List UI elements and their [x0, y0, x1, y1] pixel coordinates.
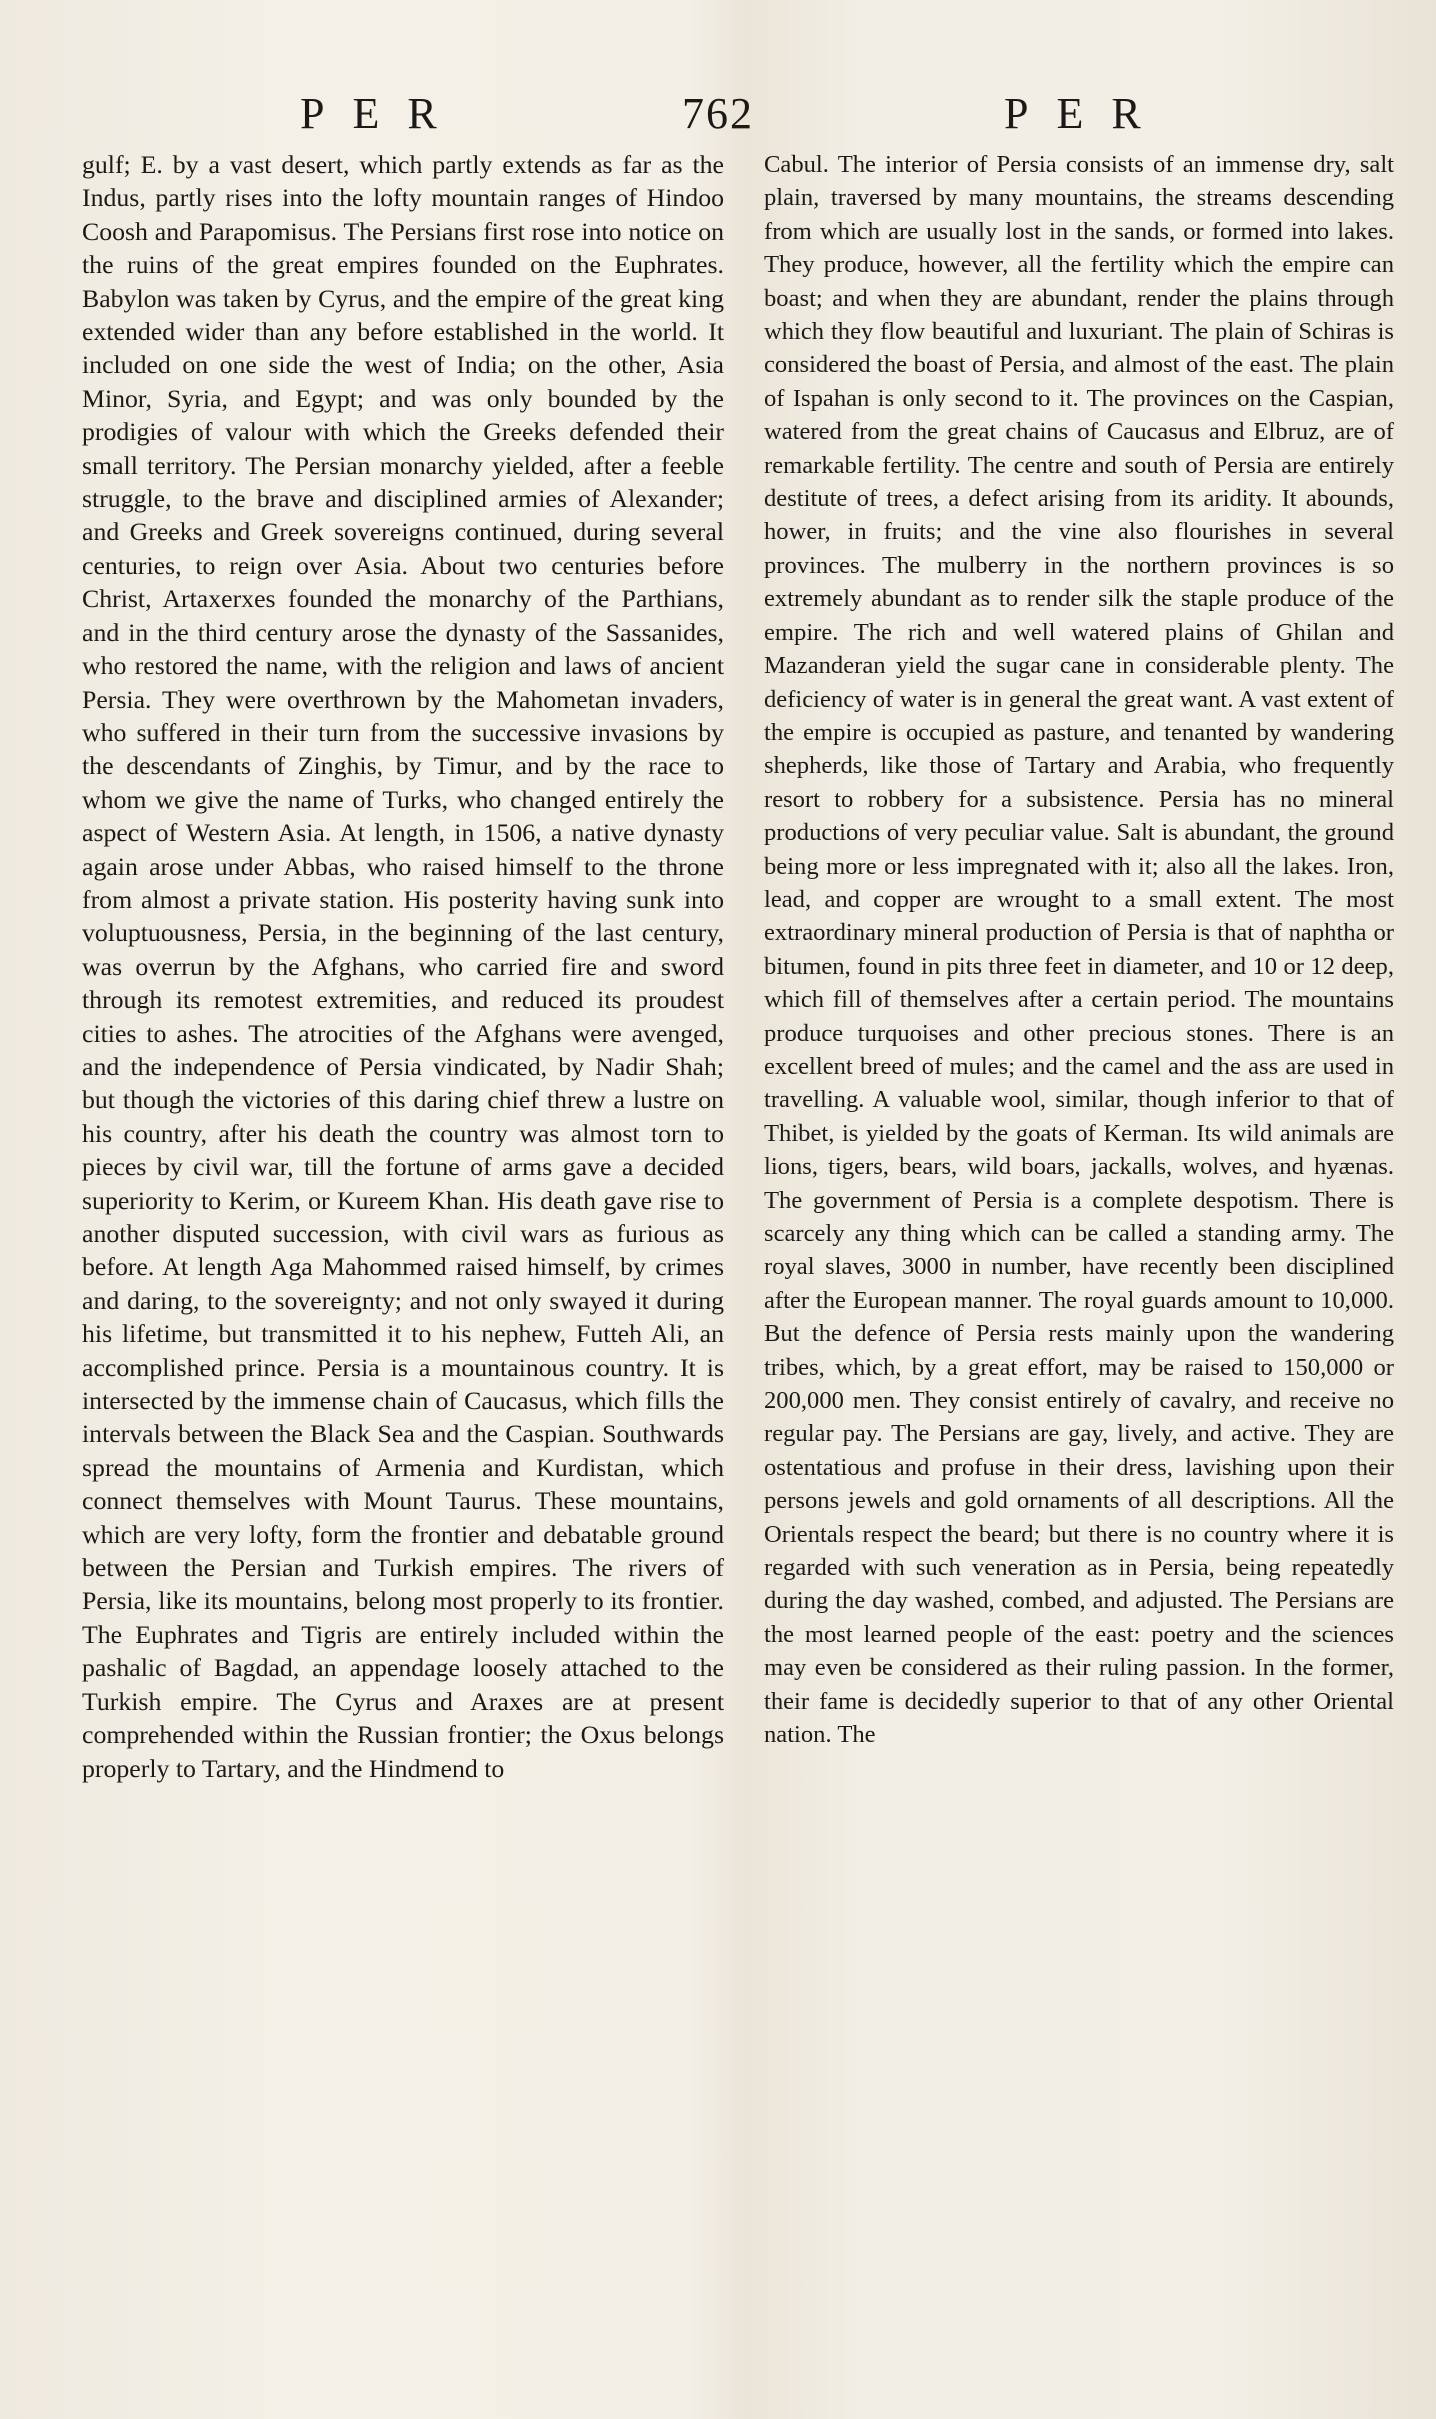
- left-column-text: gulf; E. by a vast desert, which partly extends as far as the Indus, partly rises into the lofty mountain ranges of Hindoo Coosh and Parapomisus. The Persians first rose into notice on the ruins of the great empires founded on the Euphrates. Babylon was taken by Cyrus, and the empire of the great king extended wider than any before established in the world. It included on one side the west of India; on the other, Asia Minor, Syria, and Egypt; and was only bounded by the prodigies of valour with which the Greeks defended their small territory. The Persian monarchy yielded, after a feeble struggle, to the brave and disciplined armies of Alexander; and Greeks and Greek sovereigns continued, during several centuries, to reign over Asia. About two centuries before Christ, Artaxerxes founded the monarchy of the Parthians, and in the third century arose the dynasty of the Sassanides, who restored the name, with the religion and laws of ancient Persia. They were overthrown by the Mahometan invaders, who suffered in their turn from the successive invasions by the descendants of Zinghis, by Timur, and by the race to whom we give the name of Turks, who changed entirely the aspect of Western Asia. At length, in 1506, a native dynasty again arose under Abbas, who raised himself to the throne from almost a private station. His posterity having sunk into voluptuousness, Persia, in the beginning of the last century, was overrun by the Afghans, who carried fire and sword through its remotest extremities, and reduced its proudest cities to ashes. The atrocities of the Afghans were avenged, and the independence of Persia vindicated, by Nadir Shah; but though the victories of this daring chief threw a lustre on his country, after his death the country was almost torn to pieces by civil war, till the fortune of arms gave a decided superiority to Kerim, or Kureem Khan. His death gave rise to another disputed succession, with civil wars as furious as before. At length Aga Mahommed raised himself, by crimes and daring, to the sovereignty; and not only swayed it during his lifetime, but transmitted it to his nephew, Futteh Ali, an accomplished prince. Persia is a mountainous country. It is intersected by the immense chain of Caucasus, which fills the intervals between the Black Sea and the Caspian. Southwards spread the mountains of Armenia and Kurdistan, which connect themselves with Mount Taurus. These mountains, which are very lofty, form the frontier and debatable ground between the Persian and Turkish empires. The rivers of Persia, like its mountains, belong most properly to its frontier. The Euphrates and Tigris are entirely included within the pashalic of Bagdad, an appendage loosely attached to the Turkish empire. The Cyrus and Araxes are at present comprehended within the Russian frontier; the Oxus belongs properly to Tartary, and the Hindmend to: [82, 150, 724, 1783]
- header-left-word: PER: [300, 89, 465, 138]
- right-column: [764, 148, 1394, 1752]
- running-header: [0, 84, 1436, 144]
- right-column-text: Cabul. The interior of Persia consists of an immense dry, salt plain, traversed by many mountains, the streams descending from which are usually lost in the sands, or formed into lakes. They produce, however, all the fertility which the empire can boast; and when they are abundant, render the plains through which they flow beautiful and luxuriant. The plain of Schiras is considered the boast of Persia, and almost of the east. The plain of Ispahan is only second to it. The provinces on the Caspian, watered from the great chains of Caucasus and Elbruz, are of remarkable fertility. The centre and south of Persia are entirely destitute of trees, a defect arising from its aridity. It abounds, hower, in fruits; and the vine also flourishes in several provinces. The mulberry in the northern provinces is so extremely abundant as to render silk the staple produce of the empire. The rich and well watered plains of Ghilan and Mazanderan yield the sugar cane in considerable plenty. The deficiency of water is in general the great want. A vast extent of the empire is occupied as pasture, and tenanted by wandering shepherds, like those of Tartary and Arabia, who frequently resort to robbery for a subsistence. Persia has no mineral productions of very peculiar value. Salt is abundant, the ground being more or less impregnated with it; also all the lakes. Iron, lead, and copper are wrought to a small extent. The most extraordinary mineral production of Persia is that of naphtha or bitumen, found in pits three feet in diameter, and 10 or 12 deep, which fill of themselves after a certain period. The mountains produce turquoises and other precious stones. There is an excellent breed of mules; and the camel and the ass are used in travelling. A valuable wool, similar, though inferior to that of Thibet, is yielded by the goats of Kerman. Its wild animals are lions, tigers, bears, wild boars, jackalls, wolves, and hyænas. The government of Persia is a complete despotism. There is scarcely any thing which can be called a standing army. The royal slaves, 3000 in number, have recently been disciplined after the European manner. The royal guards amount to 10,000. But the defence of Persia rests mainly upon the wandering tribes, which, by a great effort, may be raised to 150,000 or 200,000 men. They consist entirely of cavalry, and receive no regular pay. The Persians are gay, lively, and active. They are ostentatious and profuse in their dress, lavishing upon their persons jewels and gold ornaments of all descriptions. All the Orientals respect the beard; but there is no country where it is regarded with such veneration as in Persia, being repeatedly during the day washed, combed, and adjusted. The Persians are the most learned people of the east: poetry and the sciences may even be considered as their ruling passion. In the former, their fame is decidedly superior to that of any other Oriental nation. The: [764, 151, 1394, 1749]
- left-column: [82, 148, 724, 1785]
- page-number: 762: [682, 89, 754, 138]
- header-right-word: PER: [1004, 89, 1169, 138]
